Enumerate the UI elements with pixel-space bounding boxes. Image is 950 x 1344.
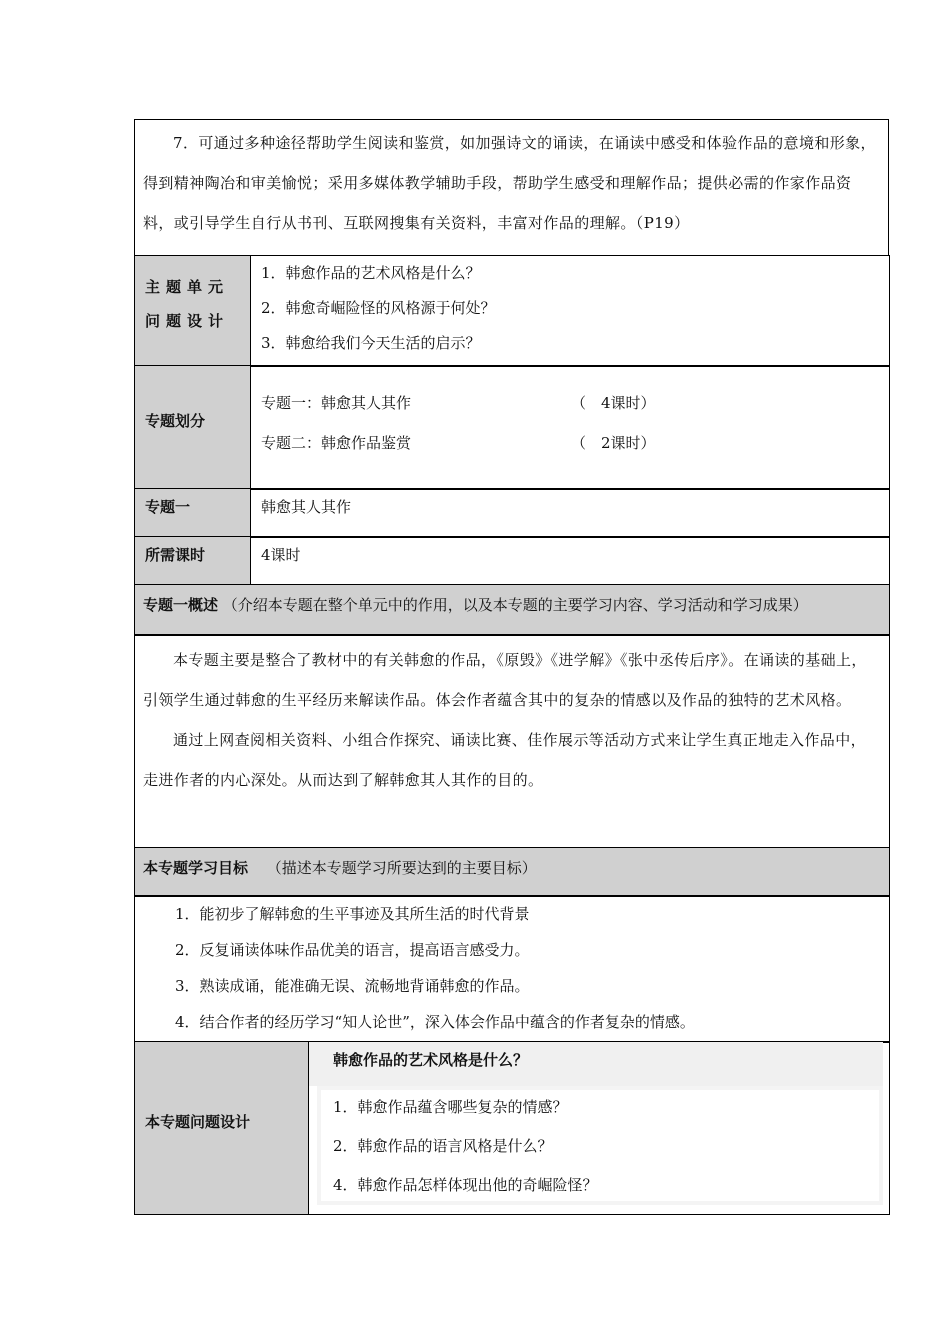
topic-question-list <box>317 1086 883 1205</box>
overview-paragraph: 通过上网查阅相关资料、小组合作探究、诵读比赛、佳作展示等活动方式来让学生真正地走入作品中，走进作者的内心深处。从而达到了解韩愈其人其作的目的。 <box>143 731 867 789</box>
topic-questions-content <box>309 1042 889 1214</box>
intro-cell <box>134 119 889 256</box>
hours-label: 所需课时 <box>135 537 251 585</box>
topic-question-item: 2．韩愈作品的语言风格是什么？ <box>333 1137 553 1155</box>
unit-questions-label: 主题单元问题设计 <box>135 256 251 366</box>
topic-one-row <box>134 488 890 538</box>
overview-paragraph: 本专题主要是整合了教材中的有关韩愈的作品，《原毁》《进学解》《张中丞传后序》。在诵读的基础上，引领学生通过韩愈的生平经历来解读作品。体会作者蕴含其中的复杂的情感以及作品的独特的艺术风格。 <box>143 651 867 709</box>
topic-one-label: 专题一 <box>135 489 251 537</box>
overview-body <box>134 634 890 849</box>
overview-header <box>134 584 890 636</box>
topic-name: 专题二：韩愈作品鉴赏 <box>261 434 412 452</box>
objective-item: 3．熟读成诵，能准确无误、流畅地背诵韩愈的作品。 <box>175 977 530 995</box>
overview-hint: （介绍本专题在整个单元中的作用，以及本专题的主要学习内容、学习活动和学习成果） <box>222 596 808 614</box>
topic-item <box>261 423 889 463</box>
topics-list <box>251 366 889 489</box>
overview-title: 专题一概述 <box>143 596 219 614</box>
unit-questions-list <box>251 256 889 366</box>
unit-question-item: 3．韩愈给我们今天生活的启示？ <box>261 334 481 352</box>
topic-question-item: 4．韩愈作品怎样体现出他的奇崛险怪？ <box>333 1176 598 1194</box>
topics-label: 专题划分 <box>135 366 251 489</box>
topic-hours: （ 2课时） <box>571 434 656 452</box>
topic-name: 专题一：韩愈其人其作 <box>261 394 412 412</box>
topics-row <box>134 365 890 490</box>
topic-questions-row <box>134 1041 890 1215</box>
objective-item: 4．结合作者的经历学习“知人论世”，深入体会作品中蕴含的作者复杂的情感。 <box>175 1013 695 1031</box>
topic-questions-label: 本专题问题设计 <box>135 1042 309 1214</box>
objectives-header <box>134 847 890 897</box>
topic-item <box>261 383 889 423</box>
objectives-title: 本专题学习目标 <box>143 859 249 877</box>
topic-main-question: 韩愈作品的艺术风格是什么？ <box>309 1042 883 1086</box>
topic-one-value: 韩愈其人其作 <box>261 498 352 516</box>
unit-question-item: 2．韩愈奇崛险怪的风格源于何处？ <box>261 299 496 317</box>
topic-hours: （ 4课时） <box>571 394 656 412</box>
hours-value: 4课时 <box>261 546 301 564</box>
objective-item: 2．反复诵读体味作品优美的语言，提高语言感受力。 <box>175 941 530 959</box>
objectives-list <box>134 895 890 1043</box>
objectives-hint: （描述本专题学习所要达到的主要目标） <box>266 859 537 877</box>
topic-question-item: 1．韩愈作品蕴含哪些复杂的情感？ <box>333 1098 568 1116</box>
objective-item: 1．能初步了解韩愈的生平事迹及其所生活的时代背景 <box>175 905 530 923</box>
unit-question-item: 1．韩愈作品的艺术风格是什么？ <box>261 264 481 282</box>
unit-questions-row <box>134 255 890 367</box>
intro-paragraph: 7．可通过多种途径帮助学生阅读和鉴赏，如加强诗文的诵读，在诵读中感受和体验作品的意境和形象，得到精神陶冶和审美愉悦；采用多媒体教学辅助手段，帮助学生感受和理解作品；提供必需的作家作品资料，或引导学生自行从书刊、互联网搜集有关资料，丰富对作品的理解。（P19） <box>143 134 876 232</box>
hours-row <box>134 536 890 586</box>
